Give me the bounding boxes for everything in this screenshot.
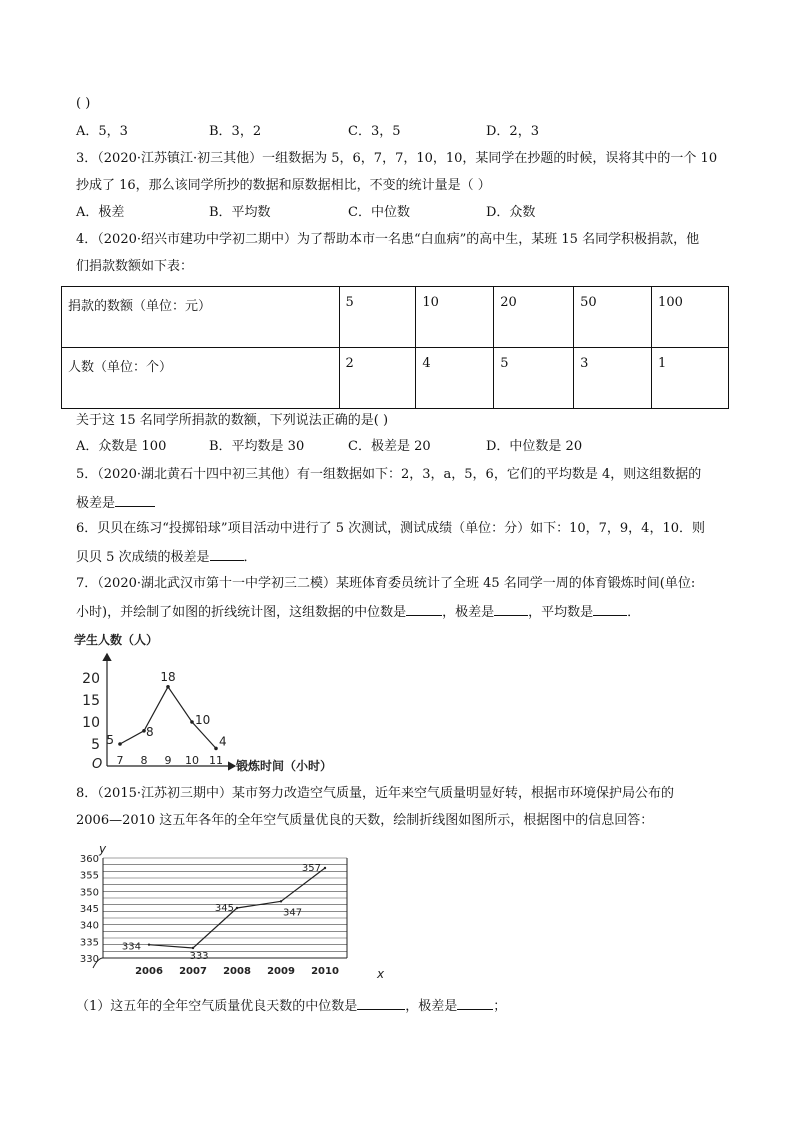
q3-line1: 3．（2020·江苏镇江·初三其他）一组数据为 5，6，7，7，10，10，某同学在抄题的时候，误将其中的一个 10	[76, 151, 718, 166]
table-header-amount: 捐款的数额（单位：元）	[62, 287, 340, 348]
q2-bracket: ( )	[76, 96, 91, 111]
q5-line1: 5．（2020·湖北黄石十四中初三其他）有一组数据如下：2，3，a，5，6，它们的平均数是 4，则这组数据的	[76, 467, 702, 482]
chart2-y-tick-label: 350	[79, 887, 99, 899]
chart1-data-label: 8	[146, 724, 154, 739]
q7-line2-a: 小时)，并绘制了如图的折线统计图，这组数据的中位数是	[76, 605, 407, 620]
table-cell: 4	[416, 348, 494, 409]
chart1-data-label: 4	[219, 734, 227, 749]
answer-blank-median[interactable]	[406, 603, 442, 616]
chart1-data-point	[118, 742, 122, 746]
q2-option-a[interactable]: A．5，3	[76, 124, 128, 139]
chart2-x-tick-label: 2006	[135, 966, 163, 977]
table-cell: 50	[574, 287, 652, 348]
q2-options	[76, 124, 716, 140]
q6-line1: 6．贝贝在练习“投掷铅球”项目活动中进行了 5 次测试，测试成绩（单位：分）如下：10，7，9，4，10．则	[76, 521, 705, 536]
chart2-y-tick-label: 345	[79, 904, 99, 915]
q4-line1: 4．（2020·绍兴市建功中学初二期中）为了帮助本市一名患“白血病”的高中生，某班 15 名同学积极捐款，他	[76, 232, 700, 247]
answer-blank-range[interactable]	[457, 997, 493, 1010]
chart1-data-point	[190, 720, 194, 724]
table-cell: 20	[494, 287, 574, 348]
q4-option-b[interactable]: B．平均数是 30	[209, 439, 305, 454]
air-quality-line-chart	[78, 840, 398, 988]
chart1-x-tick-label: 9	[164, 754, 172, 767]
answer-blank-median[interactable]	[357, 997, 405, 1010]
chart2-data-label: 334	[121, 941, 141, 953]
chart2-data-label: 345	[214, 903, 234, 914]
q4-option-a[interactable]: A．众数是 100	[76, 439, 167, 454]
chart1-data-point	[214, 747, 218, 751]
q3-options	[76, 205, 716, 221]
chart1-ylabel: 学生人数（人）	[74, 633, 159, 647]
chart1-x-tick-label: 8	[140, 754, 148, 767]
chart2-y-tick-label: 335	[79, 937, 99, 949]
q4-line2: 们捐款数额如下表：	[76, 259, 194, 274]
q7-line2	[76, 603, 640, 621]
answer-blank-range[interactable]	[494, 603, 528, 616]
exercise-time-line-chart	[60, 628, 350, 776]
chart2-data-point	[148, 943, 150, 945]
chart2-data-point	[192, 947, 194, 949]
q7-line1: 7．（2020·湖北武汉市第十一中学初三二模）某班体育委员统计了全班 45 名同学一周的体育锻炼时间(单位:	[76, 576, 696, 591]
chart1-data-label: 10	[195, 713, 211, 727]
q3-option-a[interactable]: A．极差	[76, 205, 125, 220]
donation-table	[61, 286, 729, 409]
q5-line2	[76, 494, 155, 512]
q3-option-c[interactable]: C．中位数	[348, 205, 410, 220]
chart1-y-tick-label: 20	[82, 671, 100, 687]
q7-line2-d: ．	[627, 605, 641, 620]
answer-blank[interactable]	[210, 548, 244, 561]
chart2-xlabel: x	[377, 967, 385, 981]
chart2-y-tick-label: 330	[79, 954, 99, 965]
q2-option-d[interactable]: D．2，3	[486, 124, 539, 139]
chart2-data-point	[280, 900, 282, 902]
chart1-xlabel: 锻炼时间（小时）	[236, 759, 333, 773]
chart2-x-axis-break	[93, 958, 347, 968]
chart2-x-tick-label: 2009	[267, 966, 295, 977]
table-cell: 5	[339, 287, 416, 348]
answer-blank-mean[interactable]	[593, 603, 627, 616]
q6-line2-text: 贝贝 5 次成绩的极差是	[76, 550, 210, 565]
q8-sub1-c: ；	[493, 999, 507, 1014]
q6-end: ．	[243, 550, 257, 565]
table-header-count: 人数（单位：个）	[62, 348, 340, 409]
chart1-y-tick-label: 15	[82, 693, 100, 709]
chart1-x-tick-label: 10	[185, 754, 199, 767]
chart1-origin: O	[92, 757, 103, 772]
chart2-x-tick-label: 2010	[311, 966, 339, 977]
q3-option-d[interactable]: D．众数	[486, 205, 536, 220]
table-cell: 1	[652, 348, 729, 409]
chart2-data-point	[236, 907, 238, 909]
q4-option-c[interactable]: C．极差是 20	[348, 439, 431, 454]
chart1-data-point	[166, 685, 170, 689]
chart1-x-tick-label: 7	[116, 754, 124, 767]
chart2-y-tick-label: 355	[79, 870, 99, 882]
chart2-data-label: 347	[283, 907, 303, 919]
q8-sub1-b: ，极差是	[405, 999, 458, 1014]
chart2-y-tick-label: 360	[79, 854, 99, 865]
q8-line2: 2006—2010 这五年各年的全年空气质量优良的天数，绘制折线图如图所示，根据图中的信息回答：	[76, 813, 654, 828]
chart1-x-tick-label: 11	[209, 754, 223, 767]
chart1-data-label: 5	[106, 733, 114, 747]
table-cell: 10	[416, 287, 494, 348]
chart1-y-tick-label: 5	[91, 737, 100, 753]
q4-question: 关于这 15 名同学所捐款的数额，下列说法正确的是( )	[76, 413, 389, 428]
chart2-x-tick-label: 2008	[223, 966, 251, 977]
chart2-data-label: 333	[189, 951, 209, 962]
chart2-x-tick-label: 2007	[179, 966, 207, 977]
chart2-data-label: 357	[301, 863, 321, 874]
q8-line1: 8．（2015·江苏初三期中）某市努力改造空气质量，近年来空气质量明显好转，根据市环境保护局公布的	[76, 786, 674, 801]
answer-blank[interactable]	[115, 494, 155, 507]
table-row-count	[62, 348, 729, 409]
chart1-data-label: 18	[160, 669, 176, 684]
chart2-ylabel: y	[99, 842, 107, 856]
chart1-y-tick-label: 10	[82, 715, 100, 731]
table-cell: 3	[574, 348, 652, 409]
table-cell: 100	[652, 287, 729, 348]
table-cell: 2	[339, 348, 416, 409]
q4-options	[76, 439, 716, 455]
chart2-data-point	[324, 867, 326, 869]
q3-line2: 抄成了 16，那么该同学所抄的数据和原数据相比，不变的统计量是（ ）	[76, 178, 491, 193]
q7-line2-c: ，平均数是	[528, 605, 594, 620]
table-cell: 5	[494, 348, 574, 409]
q3-option-b[interactable]: B．平均数	[209, 205, 271, 220]
q7-line2-b: ，极差是	[442, 605, 495, 620]
table-row-amount	[62, 287, 729, 348]
chart2-y-tick-label: 340	[79, 920, 99, 932]
q5-line2-text: 极差是	[76, 496, 116, 511]
q2-option-c[interactable]: C．3，5	[348, 124, 401, 139]
q2-option-b[interactable]: B．3，2	[209, 124, 262, 139]
q8-sub1-a: （1）这五年的全年空气质量优良天数的中位数是	[76, 999, 358, 1014]
q8-sub1	[76, 997, 506, 1015]
q6-line2	[76, 548, 257, 566]
q4-option-d[interactable]: D．中位数是 20	[486, 439, 583, 454]
